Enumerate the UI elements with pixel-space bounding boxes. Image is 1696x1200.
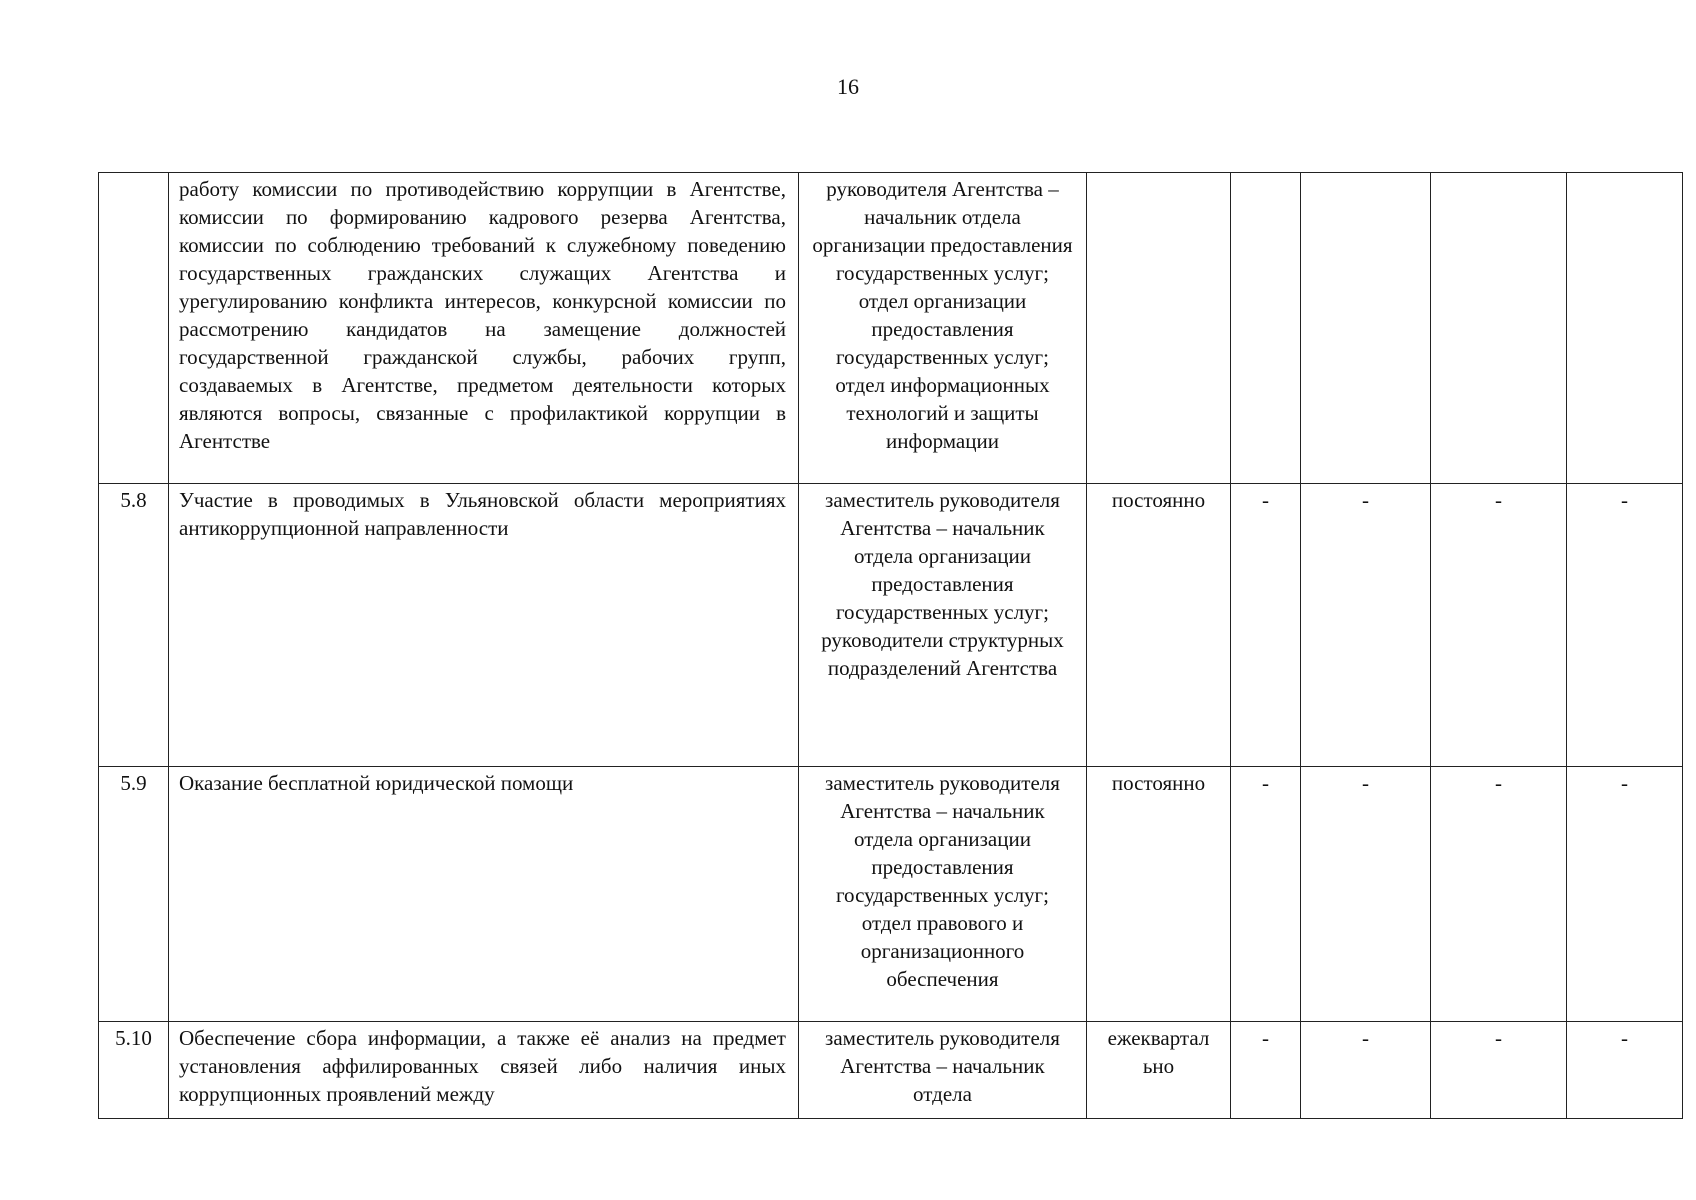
event-description: Участие в проводимых в Ульяновской области мероприятиях антикоррупционной направленности bbox=[169, 484, 799, 767]
funding-cell bbox=[1431, 173, 1567, 484]
page-number: 16 bbox=[837, 74, 859, 99]
table-row bbox=[99, 173, 1683, 484]
funding-cell: - bbox=[1231, 767, 1301, 1022]
event-description: работу комиссии по противодействию коррупции в Агентстве, комиссии по формированию кадрового резерва Агентства, комиссии по соблюдению требований к служебному поведению государственных гражданских служащих Агентства и урегулированию конфликта интересов, конкурсной комиссии по рассмотрению кандидатов на замещение должностей государственной гражданской службы, рабочих групп, создаваемых в Агентстве, предметом деятельности которых являются вопросы, связанные с профилактикой коррупции в Агентстве bbox=[169, 173, 799, 484]
execution-term bbox=[1087, 173, 1231, 484]
event-description: Оказание бесплатной юридической помощи bbox=[169, 767, 799, 1022]
funding-cell: - bbox=[1431, 1022, 1567, 1119]
table-row bbox=[99, 484, 1683, 767]
anticorruption-plan-table bbox=[98, 172, 1683, 1119]
responsible-executors: руководителя Агентства – начальник отдела организации предоставления государственных услуг; отдел организации предоставления государственных услуг; отдел информационных технологий и защиты информации bbox=[799, 173, 1087, 484]
responsible-executors: заместитель руководителя Агентства – начальник отдела bbox=[799, 1022, 1087, 1119]
funding-cell: - bbox=[1567, 1022, 1683, 1119]
item-number: 5.9 bbox=[99, 767, 169, 1022]
funding-cell bbox=[1231, 173, 1301, 484]
funding-cell: - bbox=[1301, 767, 1431, 1022]
table-row bbox=[99, 767, 1683, 1022]
execution-term: постоянно bbox=[1087, 767, 1231, 1022]
item-number bbox=[99, 173, 169, 484]
responsible-executors: заместитель руководителя Агентства – начальник отдела организации предоставления государственных услуг; отдел правового и организационного обеспечения bbox=[799, 767, 1087, 1022]
funding-cell: - bbox=[1231, 484, 1301, 767]
execution-term: постоянно bbox=[1087, 484, 1231, 767]
item-number: 5.8 bbox=[99, 484, 169, 767]
funding-cell: - bbox=[1301, 1022, 1431, 1119]
funding-cell: - bbox=[1431, 767, 1567, 1022]
table-row bbox=[99, 1022, 1683, 1119]
funding-cell: - bbox=[1301, 484, 1431, 767]
execution-term: ежеквартал ьно bbox=[1087, 1022, 1231, 1119]
funding-cell: - bbox=[1231, 1022, 1301, 1119]
funding-cell: - bbox=[1567, 767, 1683, 1022]
responsible-executors: заместитель руководителя Агентства – начальник отдела организации предоставления государственных услуг; руководители структурных подразделений Агентства bbox=[799, 484, 1087, 767]
event-description: Обеспечение сбора информации, а также её анализ на предмет установления аффилированных связей либо наличия иных коррупционных проявлений между bbox=[169, 1022, 799, 1119]
item-number: 5.10 bbox=[99, 1022, 169, 1119]
funding-cell: - bbox=[1431, 484, 1567, 767]
funding-cell bbox=[1567, 173, 1683, 484]
funding-cell bbox=[1301, 173, 1431, 484]
funding-cell: - bbox=[1567, 484, 1683, 767]
